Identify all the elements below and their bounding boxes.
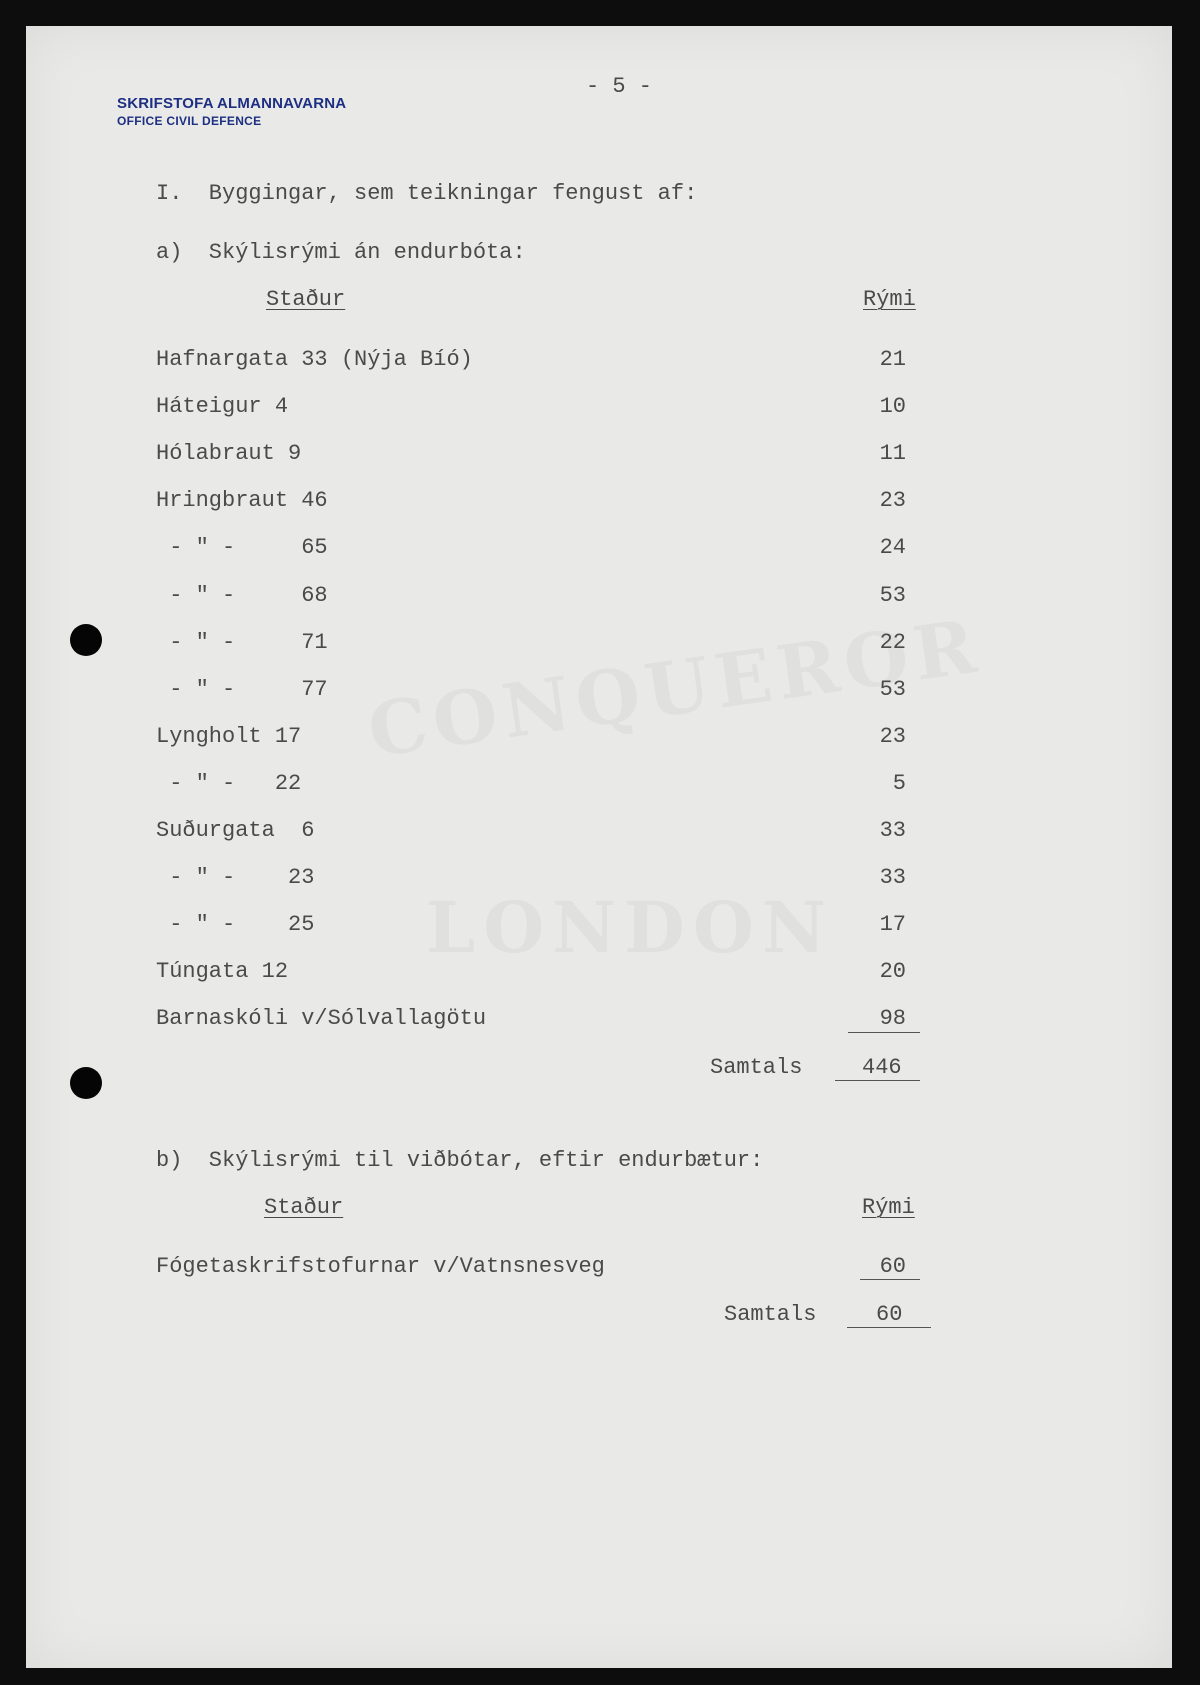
section-b-total-value: 60 [876,1302,903,1327]
section-a-row-place: - " - 25 [156,912,315,938]
letterhead-line2: OFFICE CIVIL DEFENCE [117,114,262,128]
letterhead [117,94,346,129]
section-a-row-space: 23 [879,488,906,514]
section-a-row-space: 5 [892,770,906,796]
section-a-row-place: - " - 22 [156,770,302,796]
section-a-row-place: - " - 71 [156,629,328,655]
punch-hole-bottom [70,1067,102,1099]
section-b-col-space: Rými [862,1195,915,1220]
section-a-total-value: 446 [862,1055,902,1080]
section-a-row-place: Hólabraut 9 [156,441,302,467]
section-heading: I. Byggingar, sem teikningar fengust af: [156,181,698,206]
section-a-row-place: - " - 23 [156,865,315,891]
page-number: - 5 - [586,74,653,99]
section-a-row-place: - " - 77 [156,676,328,702]
section-a-total-rule [835,1080,920,1081]
section-a-col-space: Rými [863,287,916,312]
section-a-row-space: 33 [879,818,906,843]
section-a-row-place: Túngata 12 [156,959,289,985]
section-a-row-space: 22 [879,629,906,655]
section-b-title: b) Skýlisrými til viðbótar, eftir endurbætur: [156,1148,764,1173]
section-a-row-space: 20 [879,959,906,985]
section-a-row-space: 98 [879,1006,906,1032]
section-b-total-rule [847,1327,931,1328]
section-a-row-space: 33 [879,865,906,891]
section-a-row-space: 10 [879,394,906,420]
section-b-subtotal-rule [860,1279,920,1280]
section-a-col-place: Staður [266,287,346,312]
section-a-row-space: 24 [879,535,906,561]
section-b-total-label: Samtals [724,1302,817,1327]
section-b-row-space: 60 [879,1254,906,1279]
punch-hole-top [70,624,102,656]
section-a-row-place: Lyngholt 17 [156,723,302,749]
section-a-total-label: Samtals [710,1055,803,1080]
section-a-row-space: 11 [879,441,906,467]
document-page [26,26,1172,1668]
section-a-row-place: Hafnargata 33 (Nýja Bíó) [156,347,473,372]
section-b-row-place: Fógetaskrifstofurnar v/Vatnsnesveg [156,1254,605,1279]
section-a-row-place: - " - 68 [156,582,328,608]
section-a-row-space: 53 [879,582,906,608]
section-a-row-place: Barnaskóli v/Sólvallagötu [156,1006,487,1032]
section-a-title: a) Skýlisrými án endurbóta: [156,240,526,265]
paper-watermark [346,586,866,1006]
section-a-row-space: 21 [879,347,906,372]
section-a-row-place: Suðurgata 6 [156,818,315,843]
section-a-row-place: Háteigur 4 [156,394,289,420]
watermark-line2 [426,886,834,969]
section-a-subtotal-rule [848,1032,920,1033]
section-b-col-place: Staður [264,1195,344,1220]
section-a-row-space: 23 [879,723,906,749]
section-a-row-place: Hringbraut 46 [156,488,328,514]
section-a-row-space: 53 [879,676,906,702]
section-a-row-space: 17 [879,912,906,938]
letterhead-line1: SKRIFSTOFA ALMANNAVARNA [117,95,347,112]
section-a-row-place: - " - 65 [156,535,328,561]
